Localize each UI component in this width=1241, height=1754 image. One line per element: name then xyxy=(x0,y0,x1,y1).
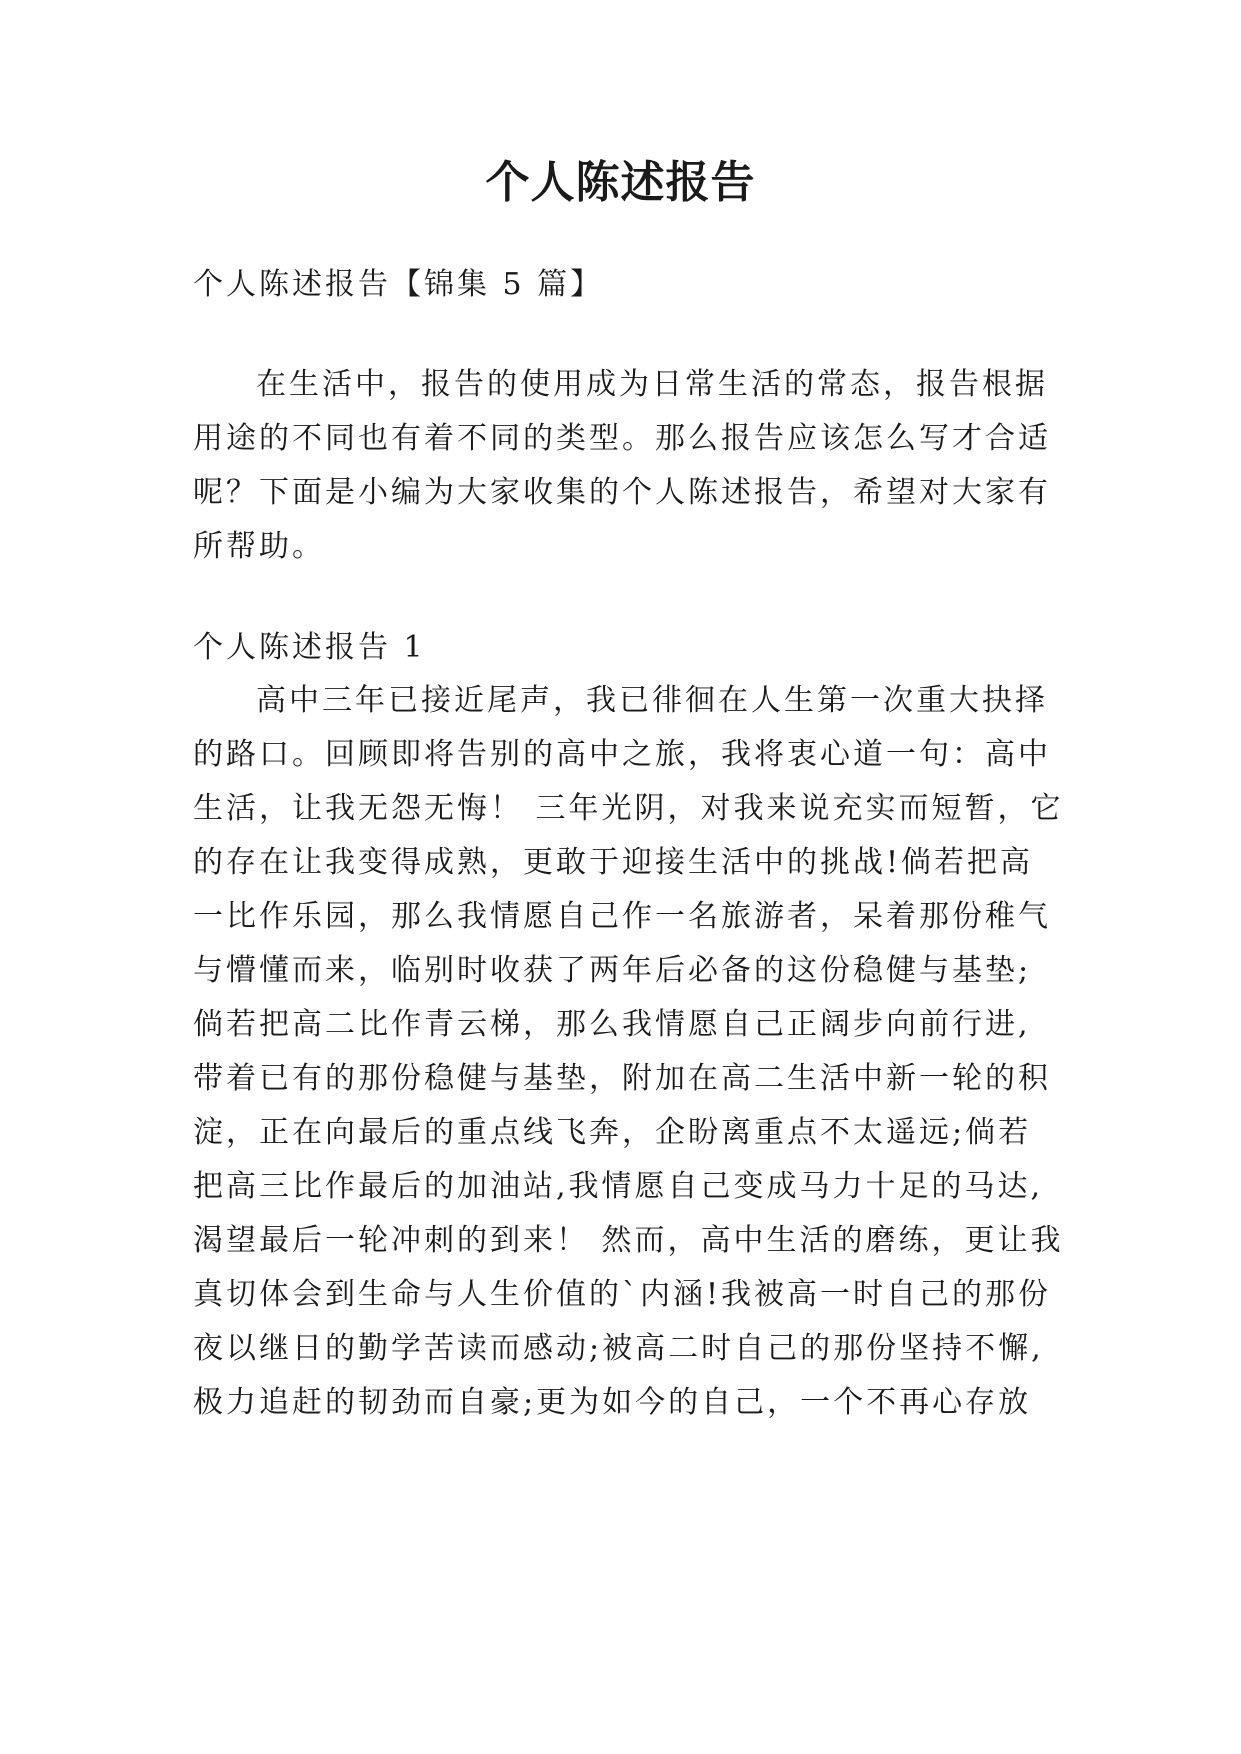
body-line: 极力追赶的韧劲而自豪;更为如今的自己，一个不再心存放 xyxy=(193,1385,1032,1420)
section-heading: 个人陈述报告 1 xyxy=(193,630,426,665)
body-line: 与懵懂而来，临别时收获了两年后必备的这份稳健与基垫; xyxy=(193,953,1032,988)
body-line: 夜以继日的勤学苦读而感动;被高二时自己的那份坚持不懈, xyxy=(193,1331,1044,1366)
intro-line: 在生活中，报告的使用成为日常生活的常态，报告根据 xyxy=(256,367,1048,402)
body-line: 倘若把高二比作青云梯，那么我情愿自己正阔步向前行进, xyxy=(193,1007,1031,1042)
body-line: 渴望最后一轮冲刺的到来！ 然而，高中生活的磨练，更让我 xyxy=(193,1223,1064,1258)
body-line: 带着已有的那份稳健与基垫，附加在高二生活中新一轮的积 xyxy=(193,1061,1051,1096)
body-line: 生活，让我无怨无悔！ 三年光阴，对我来说充实而短暂，它 xyxy=(193,791,1064,826)
intro-line: 呢？下面是小编为大家收集的个人陈述报告，希望对大家有 xyxy=(193,475,1051,510)
body-line: 把高三比作最后的加油站,我情愿自己变成马力十足的马达, xyxy=(193,1169,1044,1204)
intro-line: 所帮助。 xyxy=(193,529,325,564)
body-line: 淀，正在向最后的重点线飞奔，企盼离重点不太遥远;倘若 xyxy=(193,1115,1032,1150)
document-subtitle: 个人陈述报告【锦集 5 篇】 xyxy=(193,267,604,302)
body-line: 高中三年已接近尾声，我已徘徊在人生第一次重大抉择 xyxy=(256,683,1048,718)
body-line: 的路口。回顾即将告别的高中之旅，我将衷心道一句：高中 xyxy=(193,737,1051,772)
body-line: 一比作乐园，那么我情愿自己作一名旅游者，呆着那份稚气 xyxy=(193,899,1051,934)
body-line: 的存在让我变得成熟，更敢于迎接生活中的挑战!倘若把高 xyxy=(193,845,1034,880)
document-title: 个人陈述报告 xyxy=(485,157,756,208)
body-line: 真切体会到生命与人生价值的`内涵!我被高一时自己的那份 xyxy=(193,1277,1052,1312)
intro-line: 用途的不同也有着不同的类型。那么报告应该怎么写才合适 xyxy=(193,421,1051,456)
